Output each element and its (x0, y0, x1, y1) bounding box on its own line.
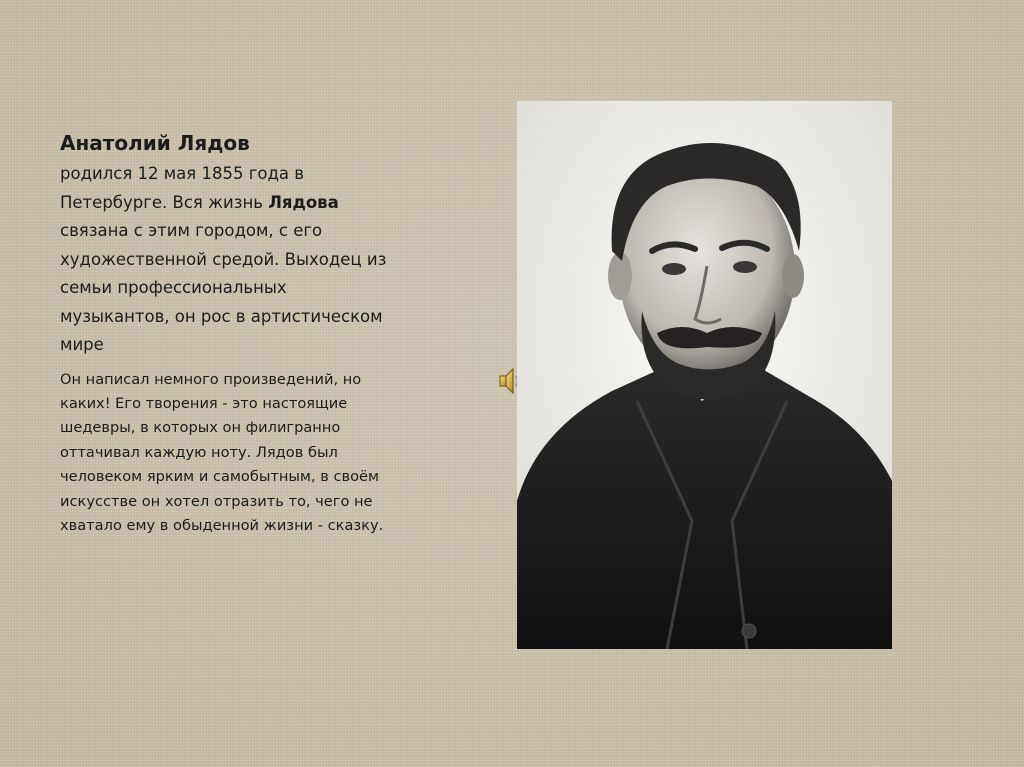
intro-bold-name: Лядова (268, 192, 339, 212)
intro-text-end: связана с этим городом, с его художественной средой. Выходец из семьи профессиональных музыкантов, он рос в артистическом мире (60, 221, 387, 354)
intro-paragraph (60, 160, 390, 360)
body-paragraph: Он написал немного произведений, но каких! Его творения - это настоящие шедевры, в которых он филигранно оттачивал каждую ноту. Лядов был человеком ярким и самобытным, в своём искусстве он хотел отразить то, чего не хватало ему в обыденной жизни - сказку. (60, 370, 384, 534)
portrait-photo (517, 101, 892, 649)
slide-title: Анатолий Лядов (60, 131, 250, 155)
portrait-drawing (517, 101, 892, 649)
text-block (60, 128, 390, 538)
intro-text-start: родился 12 мая 1855 года в Петербурге. Вся жизнь (60, 164, 304, 212)
